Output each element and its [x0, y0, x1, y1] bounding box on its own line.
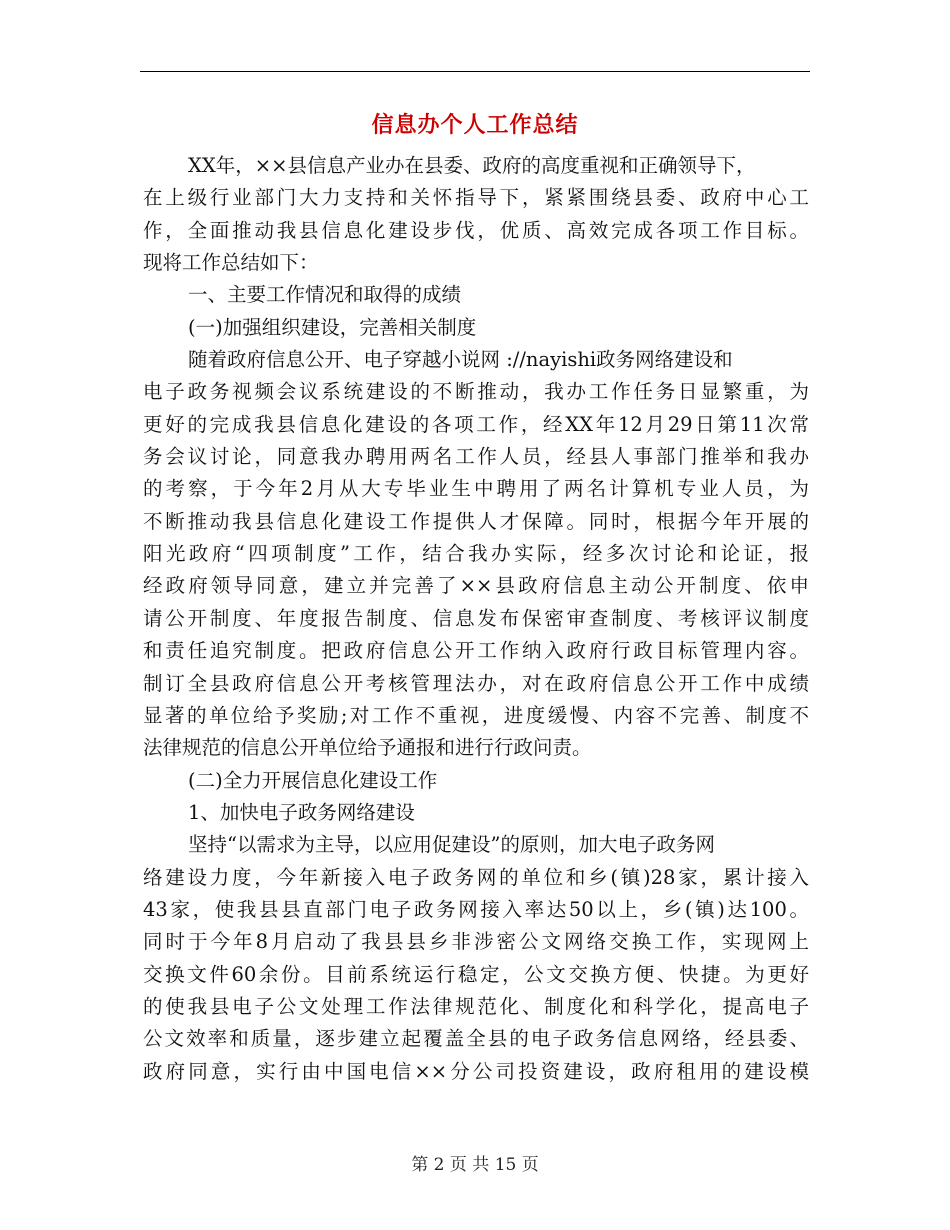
document-title: 信息办个人工作总结	[371, 112, 579, 138]
text-line: 电子政务视频会议系统建设的不断推动，我办工作任务日显繁重，为	[143, 380, 809, 404]
document-body	[143, 150, 809, 1088]
item-heading: 1、加快电子政务网络建设	[188, 800, 415, 824]
subsection-heading: (二)全力开展信息化建设工作	[188, 768, 438, 792]
text-line: 作，全面推动我县信息化建设步伐，优质、高效完成各项工作目标。	[143, 218, 809, 242]
text-line: 制订全县政府信息公开考核管理法办，对在政府信息公开工作中成绩	[143, 671, 809, 695]
text-line: 务会议讨论，同意我办聘用两名工作人员，经县人事部门推举和我办	[143, 445, 809, 469]
text-line: 经政府领导同意，建立并完善了××县政府信息主动公开制度、依申	[143, 574, 809, 598]
text-line: 政府同意，实行由中国电信××分公司投资建设，政府租用的建设模	[143, 1059, 809, 1083]
text-line: 在上级行业部门大力支持和关怀指导下，紧紧围绕县委、政府中心工	[143, 186, 809, 210]
text-line: 不断推动我县信息化建设工作提供人才保障。同时，根据今年开展的	[143, 509, 809, 533]
text-line: 络建设力度，今年新接入电子政务网的单位和乡(镇)28家，累计接入	[143, 865, 809, 889]
text-line: 坚持“以需求为主导，以应用促建设”的原则，加大电子政务网	[188, 833, 715, 857]
text-line: 现将工作总结如下：	[143, 251, 319, 275]
subsection-heading: (一)加强组织建设，完善相关制度	[188, 315, 477, 339]
text-line: 公文效率和质量，逐步建立起覆盖全县的电子政务信息网络，经县委、	[143, 1027, 809, 1051]
text-line: 同时于今年8月启动了我县县乡非涉密公文网络交换工作，实现网上	[143, 930, 809, 954]
text-line: 随着政府信息公开、电子穿越小说网 ://nayishi政务网络建设和	[188, 348, 733, 372]
text-line: 请公开制度、年度报告制度、信息发布保密审查制度、考核评议制度	[143, 606, 809, 630]
header-rule	[140, 71, 810, 72]
text-line: 的考察，于今年2月从大专毕业生中聘用了两名计算机专业人员，为	[143, 477, 809, 501]
text-line: 更好的完成我县信息化建设的各项工作，经XX年12月29日第11次常	[143, 412, 809, 436]
text-line: XX年，××县信息产业办在县委、政府的高度重视和正确领导下，	[188, 154, 756, 177]
text-line: 法律规范的信息公开单位给予通报和进行行政问责。	[143, 736, 592, 760]
text-line: 和责任追究制度。把政府信息公开工作纳入政府行政目标管理内容。	[143, 639, 809, 663]
text-line: 阳光政府“四项制度”工作，结合我办实际，经多次讨论和论证，报	[143, 542, 809, 566]
text-line: 43家，使我县县直部门电子政务网接入率达50以上，乡(镇)达100。	[143, 897, 809, 921]
text-line: 交换文件60余份。目前系统运行稳定，公文交换方便、快捷。为更好	[143, 962, 809, 986]
page-number: 第 2 页 共 15 页	[411, 1155, 539, 1175]
text-line: 显著的单位给予奖励;对工作不重视，进度缓慢、内容不完善、制度不	[143, 703, 809, 727]
section-heading: 一、主要工作情况和取得的成绩	[188, 283, 462, 307]
text-line: 的使我县电子公文处理工作法律规范化、制度化和科学化，提高电子	[143, 994, 809, 1018]
